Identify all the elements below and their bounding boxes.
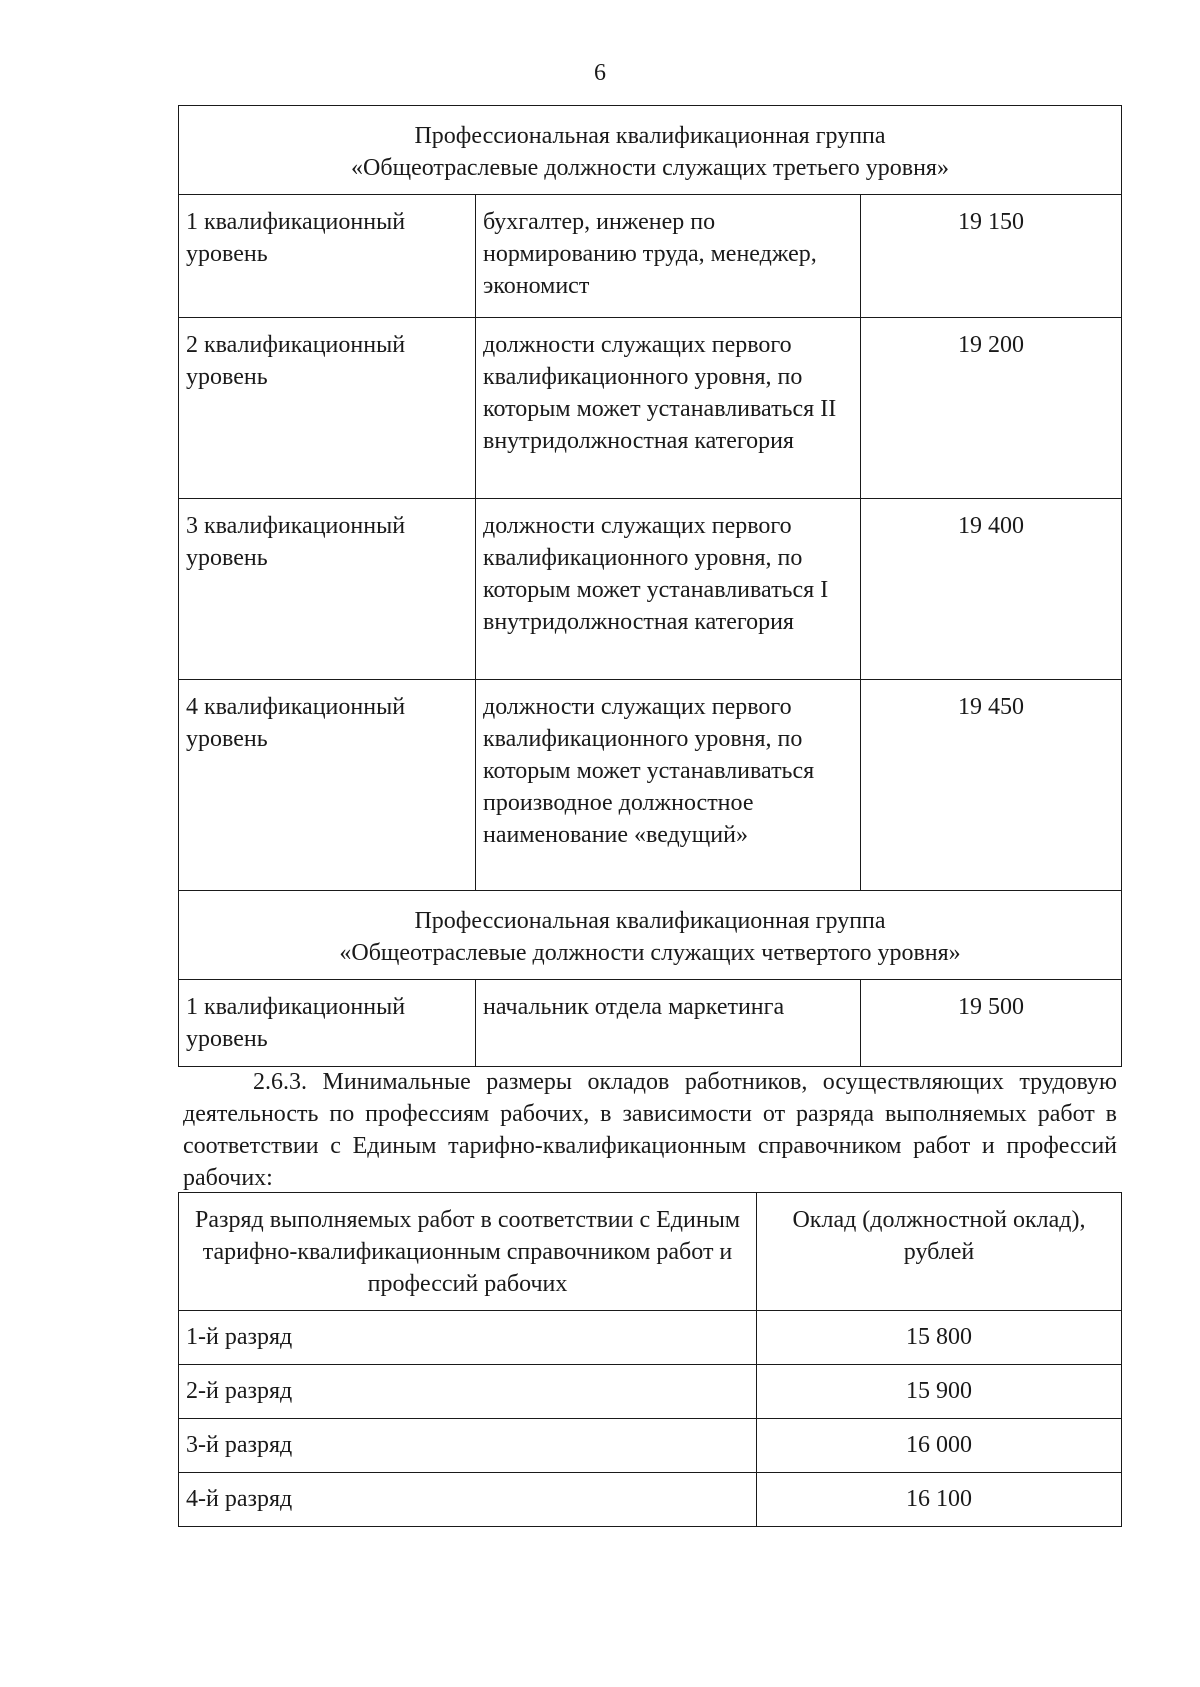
table-row: [179, 1473, 1122, 1527]
table-row: [179, 1311, 1122, 1365]
group-title-name: «Общеотраслевые должности служащих четвертого уровня»: [339, 940, 961, 966]
salary-cell: 15 800: [757, 1311, 1122, 1365]
group-title-name: «Общеотраслевые должности служащих третьего уровня»: [351, 155, 949, 181]
salary-cell: 19 200: [861, 318, 1122, 499]
grade-cell: 4-й разряд: [179, 1473, 757, 1527]
table-header-row: [179, 1193, 1122, 1311]
group-header-row: [179, 106, 1122, 195]
grade-cell: 2-й разряд: [179, 1365, 757, 1419]
salary-cell: 19 150: [861, 195, 1122, 318]
salary-cell: 19 450: [861, 680, 1122, 891]
level-cell: 1 квалификационный уровень: [179, 980, 476, 1067]
salary-cell: 19 400: [861, 499, 1122, 680]
salary-cell: 16 100: [757, 1473, 1122, 1527]
level-cell: 4 квалификационный уровень: [179, 680, 476, 891]
table-row: [179, 680, 1122, 891]
group-header-row: [179, 891, 1122, 980]
group-title-line: Профессиональная квалификационная группа: [414, 908, 886, 934]
grade-cell: 3-й разряд: [179, 1419, 757, 1473]
column-header-grade: Разряд выполняемых работ в соответствии с Единым тарифно-квалификационным справочником работ и профессий рабочих: [179, 1193, 757, 1311]
positions-cell: начальник отдела маркетинга: [476, 980, 861, 1067]
table-row: [179, 1365, 1122, 1419]
column-header-salary: Оклад (должностной оклад), рублей: [757, 1193, 1122, 1311]
group-title-line: Профессиональная квалификационная группа: [414, 123, 886, 149]
table-row: [179, 195, 1122, 318]
group-header-cell: [179, 106, 1122, 195]
positions-cell: должности служащих первого квалификационного уровня, по которым может устанавливаться производное должностное наименование «ведущий»: [476, 680, 861, 891]
table-row: [179, 499, 1122, 680]
section-paragraph: 2.6.3. Минимальные размеры окладов работников, осуществляющих трудовую деятельность по профессиям рабочих, в зависимости от разряда выполняемых работ в соответствии с Единым тарифно-квалификационным справочником работ и профессий рабочих:: [183, 1069, 1117, 1191]
table-row: [179, 318, 1122, 499]
level-cell: 1 квалификационный уровень: [179, 195, 476, 318]
salary-cell: 16 000: [757, 1419, 1122, 1473]
table-row: [179, 980, 1122, 1067]
positions-cell: должности служащих первого квалификационного уровня, по которым может устанавливаться II внутридолжностная категория: [476, 318, 861, 499]
salary-table-workers: [178, 1192, 1122, 1527]
salary-table-employees: [178, 105, 1122, 1067]
level-cell: 3 квалификационный уровень: [179, 499, 476, 680]
level-cell: 2 квалификационный уровень: [179, 318, 476, 499]
grade-cell: 1-й разряд: [179, 1311, 757, 1365]
table-row: [179, 1419, 1122, 1473]
positions-cell: должности служащих первого квалификационного уровня, по которым может устанавливаться I внутридолжностная категория: [476, 499, 861, 680]
salary-cell: 15 900: [757, 1365, 1122, 1419]
salary-cell: 19 500: [861, 980, 1122, 1067]
group-header-cell: [179, 891, 1122, 980]
page-number: 6: [594, 60, 606, 86]
positions-cell: бухгалтер, инженер по нормированию труда, менеджер, экономист: [476, 195, 861, 318]
